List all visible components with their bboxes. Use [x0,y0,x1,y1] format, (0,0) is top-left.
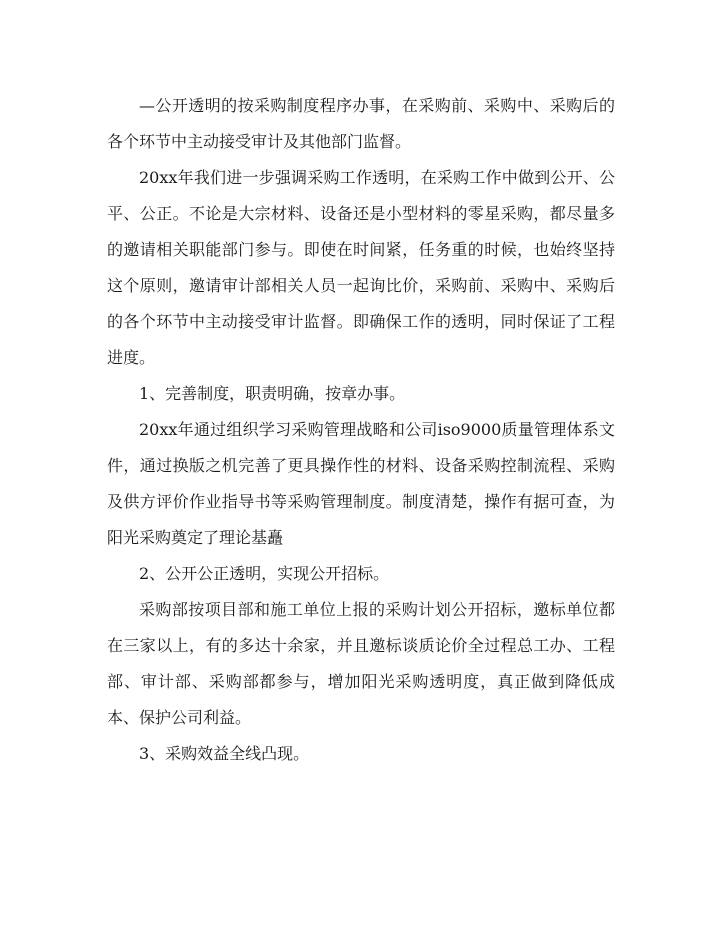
paragraph-bidding-process: 采购部按项目部和施工单位上报的采购计划公开招标，邀标单位都在三家以上，有的多达十余家，并且邀标谈质论价全过程总工办、工程部、审计部、采购部都参与，增加阳光采购透明度，真正做到降低成本、保护公司利益。 [107,600,615,727]
paragraph-procurement-transparency: 20xx年我们进一步强调采购工作透明，在采购工作中做到公开、公平、公正。不论是大宗材料、设备还是小型材料的零星采购，都尽量多的邀请相关职能部门参与。即使在时间紧，任务重的时候，也始终坚持这个原则，邀请审计部相关人员一起询比价，采购前、采购中、采购后的各个环节中主动接受审计监督。即确保工作的透明，同时保证了工程进度。 [107,168,615,367]
heading-public-bidding: 2、公开公正透明，实现公开招标。 [139,564,390,583]
heading-improve-system: 1、完善制度，职责明确，按章办事。 [139,384,406,403]
paragraph-iso9000-system: 20xx年通过组织学习采购管理战略和公司iso9000质量管理体系文件，通过换版之机完善了更具操作性的材料、设备采购控制流程、采购及供方评价作业指导书等采购管理制度。制度清楚，操作有据可查，为阳光采购奠定了理论基矗 [107,420,615,547]
paragraph-procurement-oversight: —公开透明的按采购制度程序办事，在采购前、采购中、采购后的各个环节中主动接受审计及其他部门监督。 [107,96,615,151]
heading-procurement-benefits: 3、采购效益全线凸现。 [139,744,310,763]
document-body [107,88,615,772]
